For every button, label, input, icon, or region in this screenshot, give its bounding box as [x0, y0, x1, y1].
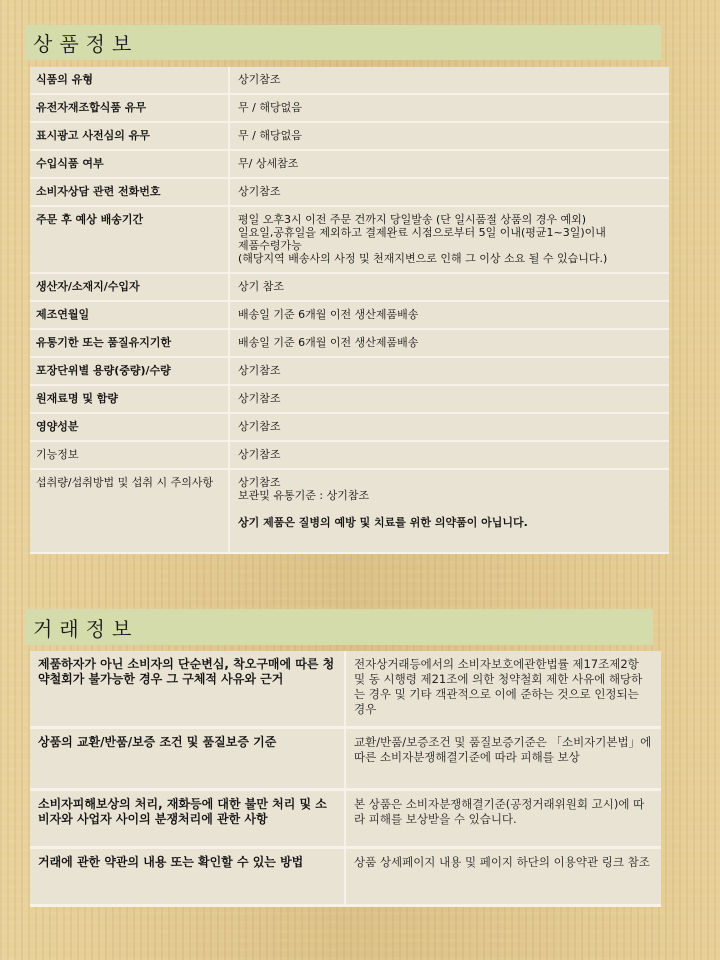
table-row [30, 178, 669, 206]
trade-info-table [30, 651, 661, 907]
table-row [30, 206, 669, 273]
trade-info-title-text: 거래정보 [33, 616, 139, 641]
medicine-notice: 상기 제품은 질병의 예방 및 치료를 위한 의약품이 아닙니다. [238, 516, 528, 529]
row-value: 무 / 해당없음 [229, 94, 669, 122]
table-row [30, 357, 669, 385]
row-value: 상기참조 [229, 67, 669, 94]
row-value [229, 469, 669, 553]
table-row [30, 469, 669, 553]
product-info-table [30, 67, 669, 554]
row-label: 소비자상담 관련 전화번호 [30, 178, 229, 206]
row-label: 섭취량/섭취방법 및 섭취 시 주의사항 [30, 469, 229, 553]
table-row [30, 67, 669, 94]
row-label: 소비자피해보상의 처리, 재화등에 대한 불만 처리 및 소비자와 사업자 사이의 분쟁처리에 관한 사항 [30, 789, 345, 847]
row-label: 수입식품 여부 [30, 150, 229, 178]
delivery-line: 제품수령가능 [238, 239, 302, 252]
row-value: 배송일 기준 6개월 이전 생산제품배송 [229, 329, 669, 357]
row-label: 제품하자가 아닌 소비자의 단순변심, 착오구매에 따른 청약철회가 불가능한 경우 그 구체적 사유와 근거 [30, 651, 345, 727]
table-row [30, 413, 669, 441]
row-label: 영양성분 [30, 413, 229, 441]
delivery-line: (해당지역 배송사의 사정 및 천재지변으로 인해 그 이상 소요 될 수 있습니다.) [238, 252, 608, 265]
row-label: 식품의 유형 [30, 67, 229, 94]
row-value: 교환/반품/보증조건 및 품질보증기준은 「소비자기본법」에 따른 소비자분쟁해결기준에 따라 피해를 보상 [345, 727, 661, 789]
table-row [30, 385, 669, 413]
row-label: 생산자/소재지/수입자 [30, 273, 229, 301]
table-row [30, 94, 669, 122]
row-value: 상기참조 [229, 178, 669, 206]
row-label: 기능정보 [30, 441, 229, 469]
delivery-line: 평일 오후3시 이전 주문 건까지 당일발송 (단 일시품절 상품의 경우 예외) [238, 213, 587, 226]
table-row [30, 727, 661, 789]
row-value: 무/ 상세참조 [229, 150, 669, 178]
row-value [229, 206, 669, 273]
table-row [30, 789, 661, 847]
row-label: 제조연월일 [30, 301, 229, 329]
row-value: 상기 참조 [229, 273, 669, 301]
table-row [30, 329, 669, 357]
intake-line: 상기참조 [238, 476, 281, 489]
table-row [30, 651, 661, 727]
row-label: 원재료명 및 함량 [30, 385, 229, 413]
row-value: 본 상품은 소비자분쟁해결기준(공정거래위원회 고시)에 따라 피해를 보상받을 수 있습니다. [345, 789, 661, 847]
row-value: 배송일 기준 6개월 이전 생산제품배송 [229, 301, 669, 329]
trade-info-title [25, 609, 653, 645]
row-label: 표시광고 사전심의 유무 [30, 122, 229, 150]
table-row [30, 441, 669, 469]
row-label: 유전자재조합식품 유무 [30, 94, 229, 122]
table-row [30, 847, 661, 905]
row-label: 유통기한 또는 품질유지기한 [30, 329, 229, 357]
row-label: 포장단위별 용량(중량)/수량 [30, 357, 229, 385]
row-label: 거래에 관한 약관의 내용 또는 확인할 수 있는 방법 [30, 847, 345, 905]
row-value: 상기참조 [229, 357, 669, 385]
storage-line: 보관및 유통기준 : 상기참조 [238, 489, 370, 502]
table-row [30, 150, 669, 178]
delivery-line: 일요일,공휴일을 제외하고 결제완료 시점으로부터 5일 이내(평균1~3일)이내 [238, 226, 606, 239]
table-row [30, 273, 669, 301]
table-row [30, 301, 669, 329]
row-label: 주문 후 예상 배송기간 [30, 206, 229, 273]
row-value: 상기참조 [229, 441, 669, 469]
row-value: 상기참조 [229, 413, 669, 441]
row-value: 상품 상세페이지 내용 및 페이지 하단의 이용약관 링크 참조 [345, 847, 661, 905]
product-info-title [25, 25, 661, 60]
product-info-title-text: 상품정보 [33, 32, 139, 56]
row-label: 상품의 교환/반품/보증 조건 및 품질보증 기준 [30, 727, 345, 789]
table-row [30, 122, 669, 150]
row-value: 상기참조 [229, 385, 669, 413]
row-value: 무 / 해당없음 [229, 122, 669, 150]
row-value: 전자상거래등에서의 소비자보호에관한법률 제17조제2항 및 동 시행령 제21조에 의한 청약철회 제한 사유에 해당하는 경우 및 기타 객관적으로 이에 준하는 것으로 인정되는 경우 [345, 651, 661, 727]
